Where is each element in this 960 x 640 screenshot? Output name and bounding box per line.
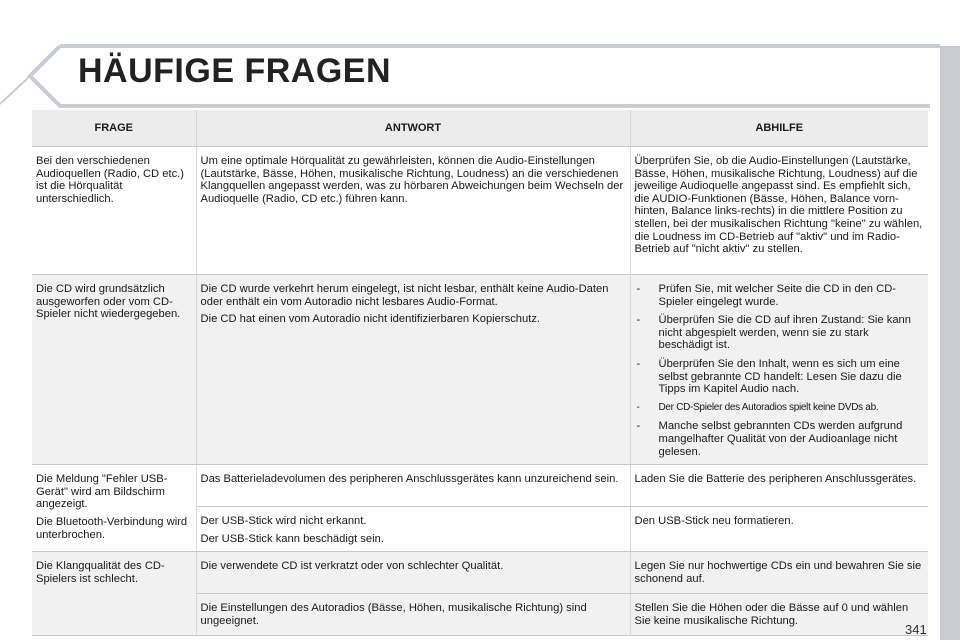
abhilfe-cell xyxy=(630,552,928,594)
frage-cell xyxy=(32,275,196,465)
frage-cell xyxy=(32,465,196,552)
antwort-text: Die Einstellungen des Autoradios (Bässe, Höhen, musikalische Richtung) sind ungeeignet. xyxy=(200,602,587,627)
frage-text: Die Bluetooth-Verbindung wird unterbrochen. xyxy=(36,515,188,541)
abhilfe-text: Stellen Sie die Höhen oder die Bässe auf 0 und wählen Sie keine musikalische Richtung. xyxy=(634,602,909,627)
antwort-cell xyxy=(196,594,630,636)
frage-text: Die CD wird grundsätzlich ausgeworfen oder vom CD-Spieler nicht wiedergegeben. xyxy=(36,283,181,321)
table-row xyxy=(32,552,928,594)
abhilfe-text: Den USB-Stick neu formatieren. xyxy=(634,515,794,528)
abhilfe-text: Überprüfen Sie, ob die Audio-Einstellungen (Lautstärke, Bässe, Höhen, musikalische Richtung, Loudness) auf die jeweilige Audioquelle angepasst sind. Es empfiehlt sich, die AUDIO-Funktionen (Bässe, Höhen, Balance vorn-hinten, Balance links-rechts) in die mittlere Position zu stellen, bei der musikalischen Richtung "keine" zu wählen, die Loudness im CD-Betrieb auf "aktiv" und im Radio-Betrieb auf "nicht aktiv" zu stellen. xyxy=(634,155,923,256)
abhilfe-cell xyxy=(630,507,928,552)
abhilfe-cell xyxy=(630,275,928,465)
list-item: - Der CD-Spieler des Autoradios spielt keine DVDs ab. xyxy=(635,402,925,415)
table-row xyxy=(32,465,928,507)
table-row xyxy=(32,275,928,465)
antwort-cell xyxy=(196,552,630,594)
antwort-text: Die CD wurde verkehrt herum eingelegt, ist nicht lesbar, enthält keine Audio-Daten oder enthält ein vom Autoradio nicht lesbares Audio-Format. xyxy=(200,283,609,308)
faq-table xyxy=(32,110,928,636)
abhilfe-cell xyxy=(630,147,928,275)
list-item: - Manche selbst gebrannten CDs werden aufgrund mangelhafter Qualität von der Audioanlage nicht gelesen. xyxy=(635,420,925,458)
antwort-cell xyxy=(196,147,630,275)
table-row xyxy=(32,147,928,275)
frage-cell xyxy=(32,147,196,275)
abhilfe-list xyxy=(635,283,925,458)
frage-cell xyxy=(32,552,196,636)
frage-text: Die Meldung "Fehler USB-Gerät" wird am Bildschirm angezeigt. xyxy=(36,473,168,511)
table-header-row xyxy=(32,110,928,147)
list-item: - Überprüfen Sie die CD auf ihren Zustand: Sie kann nicht abgespielt werden, wenn sie zu stark beschädigt ist. xyxy=(635,314,925,352)
antwort-text: Der USB-Stick wird nicht erkannt. xyxy=(200,515,367,528)
antwort-text: Der USB-Stick kann beschädigt sein. xyxy=(200,532,384,545)
list-item: - Überprüfen Sie den Inhalt, wenn es sich um eine selbst gebrannte CD handelt: Lesen Sie dazu die Tipps im Kapitel Audio nach. xyxy=(635,358,925,396)
abhilfe-cell xyxy=(630,465,928,507)
column-header-abhilfe: ABHILFE xyxy=(630,110,928,147)
abhilfe-text: Legen Sie nur hochwertige CDs ein und bewahren Sie sie schonend auf. xyxy=(634,560,922,585)
antwort-text: Das Batterieladevolumen des peripheren Anschlussgerätes kann unzureichend sein. xyxy=(200,473,619,486)
frage-text: Bei den verschiedenen Audioquellen (Radio, CD etc.) ist die Hörqualität unterschiedlich. xyxy=(36,155,184,205)
antwort-text: Die verwendete CD ist verkratzt oder von schlechter Qualität. xyxy=(200,560,504,573)
antwort-cell xyxy=(196,275,630,465)
side-bar xyxy=(940,46,960,640)
column-header-frage: FRAGE xyxy=(32,110,196,147)
abhilfe-text: Laden Sie die Batterie des peripheren Anschlussgerätes. xyxy=(634,473,917,486)
antwort-cell xyxy=(196,465,630,507)
antwort-cell xyxy=(196,507,630,552)
column-header-antwort: ANTWORT xyxy=(196,110,630,147)
frage-text: Die Klangqualität des CD-Spielers ist schlecht. xyxy=(36,560,165,585)
page-number: 341 xyxy=(905,622,927,637)
antwort-text: Die CD hat einen vom Autoradio nicht identifizierbaren Kopierschutz. xyxy=(200,313,541,326)
list-item: - Prüfen Sie, mit welcher Seite die CD in den CD-Spieler eingelegt wurde. xyxy=(635,283,925,308)
antwort-text: Um eine optimale Hörqualität zu gewährleisten, können die Audio-Einstellungen (Lautstärke, Bässe, Höhen, musikalische Richtung, Loudness) an die verschiedenen Klangquellen angepasst werden, was zu hörbaren Abweichungen beim Wechseln der Audioquelle (Radio, CD etc.) führen kann. xyxy=(200,155,624,205)
abhilfe-cell xyxy=(630,594,928,636)
page-title: HÄUFIGE FRAGEN xyxy=(78,52,391,90)
